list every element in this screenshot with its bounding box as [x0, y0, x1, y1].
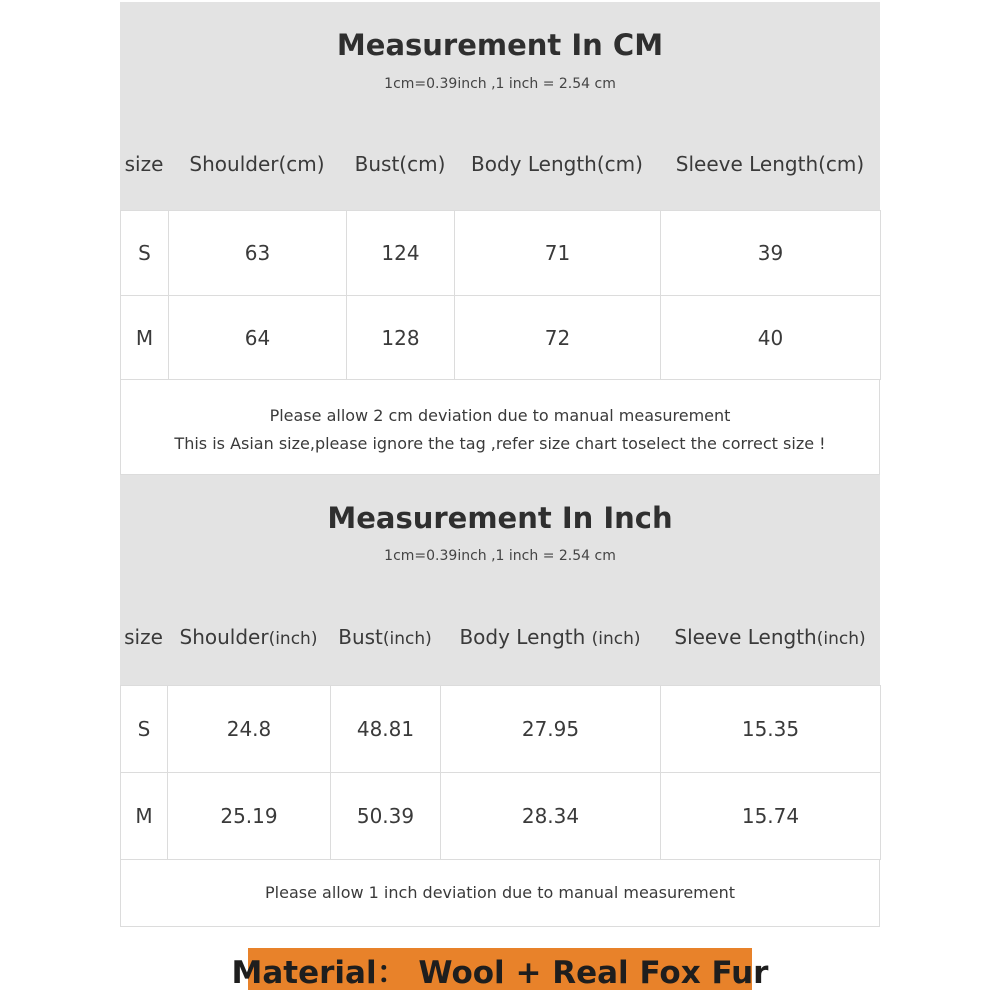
- inch-note-deviation: Please allow 1 inch deviation due to manual measurement: [265, 883, 735, 902]
- cm-cell: 72: [455, 296, 661, 380]
- inch-cell: 27.95: [441, 686, 661, 773]
- cm-header-size: size: [124, 152, 164, 176]
- cm-header-panel: [120, 2, 880, 210]
- inch-notes: [120, 860, 880, 927]
- inch-cell: 15.35: [661, 686, 881, 773]
- cm-subtitle: 1cm=0.39inch ,1 inch = 2.54 cm: [384, 76, 616, 92]
- cm-title: Measurement In CM: [336, 28, 664, 62]
- table-row: [121, 211, 881, 296]
- inch-header-size: [120, 625, 167, 649]
- cm-cell: 124: [347, 211, 455, 296]
- table-row: [121, 773, 881, 860]
- cm-note-deviation: Please allow 2 cm deviation due to manual measurement: [269, 406, 731, 425]
- cm-cell: M: [121, 296, 169, 380]
- cm-header-bust: Bust(cm): [354, 152, 446, 176]
- cm-cell: 39: [661, 211, 881, 296]
- cm-notes: [120, 380, 880, 475]
- inch-header-size-label: size: [124, 625, 163, 649]
- inch-header-bust-label: Bust: [338, 625, 383, 649]
- inch-cell: S: [121, 686, 168, 773]
- inch-header-sleeve-length: [660, 625, 880, 649]
- cm-table: [120, 210, 881, 380]
- inch-cell: 28.34: [441, 773, 661, 860]
- inch-cell: 15.74: [661, 773, 881, 860]
- inch-header-bust-unit: (inch): [382, 629, 432, 649]
- inch-header-panel: [120, 475, 880, 685]
- cm-header-sleeve-length: Sleeve Length(cm): [675, 152, 865, 176]
- inch-header-shoulder: [167, 625, 330, 649]
- cm-cell: 128: [347, 296, 455, 380]
- cm-header-shoulder: Shoulder(cm): [189, 152, 325, 176]
- inch-cell: 25.19: [168, 773, 331, 860]
- cm-cell: S: [121, 211, 169, 296]
- table-row: [121, 296, 881, 380]
- inch-cell: M: [121, 773, 168, 860]
- inch-header-body-length-label: Body Length: [459, 625, 592, 649]
- inch-header-sleeve-length-unit: (inch): [816, 629, 866, 649]
- inch-header-body-length-unit: (inch): [591, 629, 641, 649]
- cm-cell: 64: [169, 296, 347, 380]
- inch-header-shoulder-label: Shoulder: [179, 625, 269, 649]
- cm-header-body-length: Body Length(cm): [471, 152, 643, 176]
- inch-header-body-length: [440, 625, 660, 649]
- cm-cell: 40: [661, 296, 881, 380]
- cm-cell: 63: [169, 211, 347, 296]
- inch-header-sleeve-length-label: Sleeve Length: [674, 625, 817, 649]
- inch-header-shoulder-unit: (inch): [268, 629, 318, 649]
- cm-note-asian-size: This is Asian size,please ignore the tag ,refer size chart toselect the correct size !: [174, 434, 826, 453]
- inch-subtitle: 1cm=0.39inch ,1 inch = 2.54 cm: [384, 548, 616, 564]
- size-chart: [120, 2, 880, 927]
- material-banner: Material： Wool + Real Fox Fur: [248, 948, 752, 990]
- table-row: [121, 686, 881, 773]
- inch-cell: 24.8: [168, 686, 331, 773]
- cm-cell: 71: [455, 211, 661, 296]
- inch-table: [120, 685, 881, 860]
- inch-cell: 48.81: [331, 686, 441, 773]
- inch-cell: 50.39: [331, 773, 441, 860]
- inch-header-bust: [330, 625, 440, 649]
- inch-title: Measurement In Inch: [327, 501, 673, 535]
